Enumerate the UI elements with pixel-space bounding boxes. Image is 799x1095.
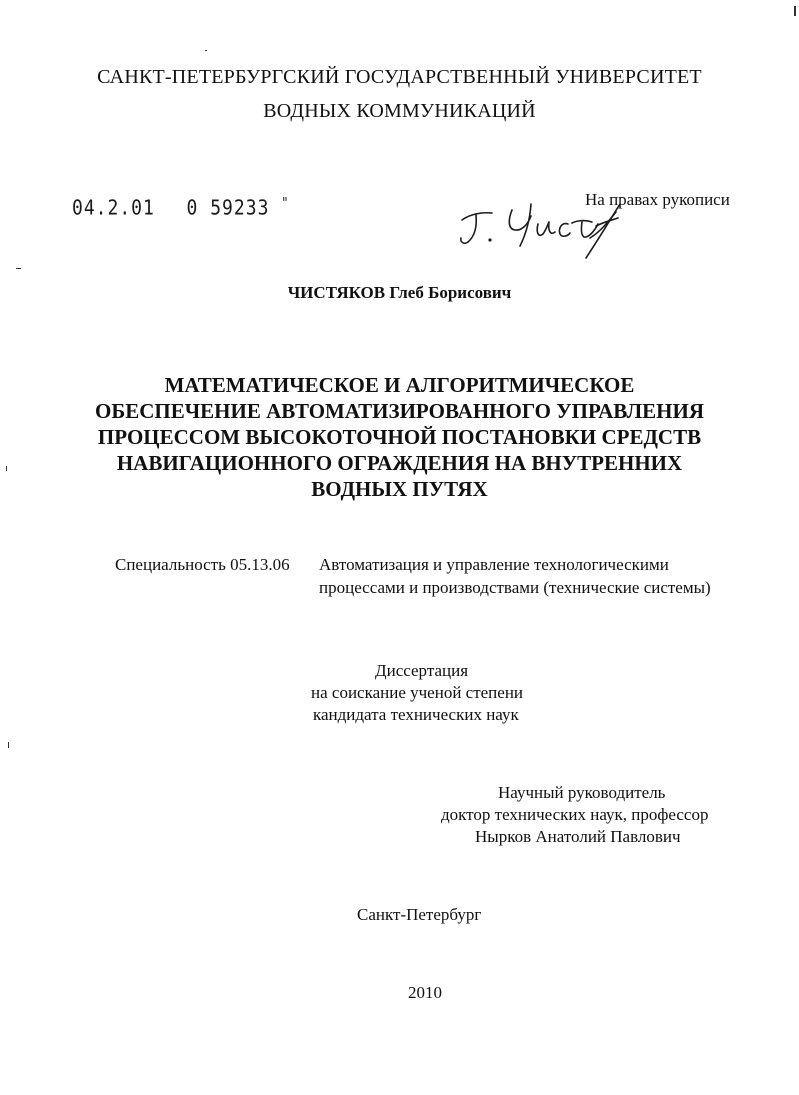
author-name: ЧИСТЯКОВ Глеб Борисович bbox=[287, 283, 512, 302]
title-line-4: НАВИГАЦИОННОГО ОГРАЖДЕНИЯ НА ВНУТРЕННИХ bbox=[116, 451, 683, 475]
stamp-number: 0 59233 bbox=[186, 196, 270, 221]
supervisor-line1: Научный руководитель bbox=[498, 783, 666, 802]
title-line-3: ПРОЦЕССОМ ВЫСОКОТОЧНОЙ ПОСТАНОВКИ СРЕДСТВ bbox=[97, 425, 702, 449]
university-name-line2: ВОДНЫХ КОММУНИКАЦИЙ bbox=[263, 100, 536, 122]
dissertation-line3: кандидата технических наук bbox=[313, 705, 519, 724]
stamp-date: 04.2.01 bbox=[72, 196, 155, 221]
dissertation-line1: Диссертация bbox=[375, 661, 469, 680]
scan-mark bbox=[794, 6, 796, 16]
supervisor-line2: доктор технических наук, профессор bbox=[441, 805, 709, 824]
rights-note: На правах рукописи bbox=[585, 190, 730, 209]
title-line-1: МАТЕМАТИЧЕСКОЕ И АЛГОРИТМИЧЕСКОЕ bbox=[164, 373, 635, 397]
scan-mark bbox=[16, 268, 21, 269]
year: 2010 bbox=[408, 983, 442, 1002]
city: Санкт-Петербург bbox=[357, 905, 482, 924]
title-line-5: ВОДНЫХ ПУТЯХ bbox=[311, 477, 488, 501]
scan-mark bbox=[8, 742, 9, 748]
title-line-2: ОБЕСПЕЧЕНИЕ АВТОМАТИЗИРОВАННОГО УПРАВЛЕНИЯ bbox=[95, 399, 704, 423]
dissertation-line2: на соискание ученой степени bbox=[311, 683, 524, 702]
university-name-line1: САНКТ-ПЕТЕРБУРГСКИЙ ГОСУДАРСТВЕННЫЙ УНИВЕРСИТЕТ bbox=[97, 66, 702, 88]
scan-mark bbox=[6, 466, 7, 471]
specialty-description-line1: Автоматизация и управление технологическими bbox=[319, 555, 669, 574]
specialty-description-line2: процессами и производствами (технические системы) bbox=[319, 578, 711, 597]
scan-mark bbox=[205, 50, 207, 51]
dissertation-title bbox=[60, 372, 739, 502]
handwritten-signature bbox=[448, 196, 638, 268]
library-stamp: 04.2.01 0 59233 " bbox=[72, 194, 290, 221]
specialty-label: Специальность 05.13.06 bbox=[115, 555, 290, 574]
supervisor-line3: Нырков Анатолий Павлович bbox=[475, 827, 681, 846]
